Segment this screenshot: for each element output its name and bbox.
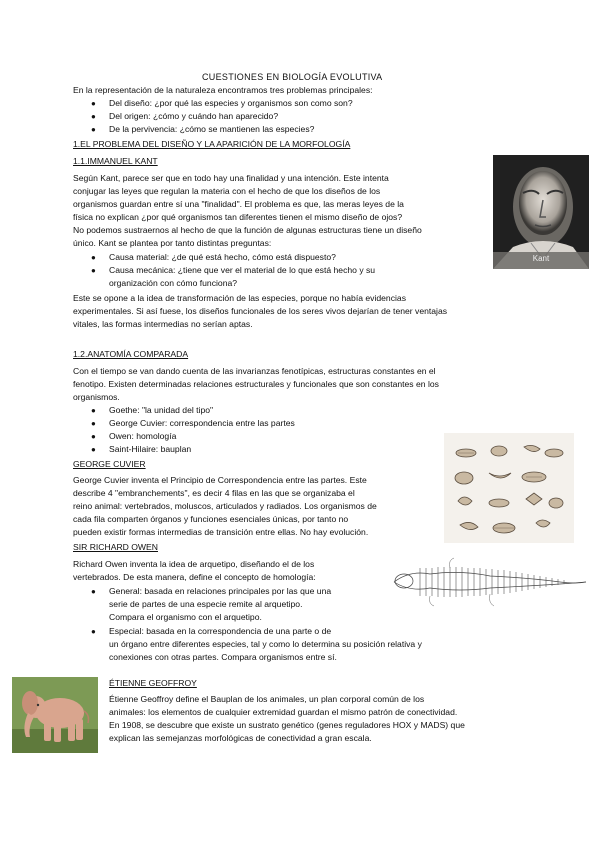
cuvier-line: describe 4 "embranchements", es decir 4 filas en las que se organizaba el [73, 488, 355, 498]
cuvier-line: reino animal: vertebrados, moluscos, articulados y radiados. Los organismos de [73, 501, 377, 511]
cuvier-animals-illustration [444, 433, 574, 543]
geoffroy-line: En 1908, se descubre que existe un sustrato genético (genes reguladores HOX y MADS) que [109, 720, 465, 730]
anatomy-line: fenotipo. Existen determinadas relaciones estructurales y funcionales que son constantes en los [73, 379, 439, 389]
bullet-dot: ● [91, 445, 96, 454]
anatomy-bullet: Saint-Hilaire: bauplan [109, 444, 192, 454]
anatomy-bullet: Goethe: "la unidad del tipo" [109, 405, 214, 415]
elephant-drawing [12, 677, 98, 753]
anatomy-bullet: Owen: homología [109, 431, 177, 441]
cuvier-heading: GEORGE CUVIER [73, 459, 146, 469]
section2-heading: 1.2.ANATOMÍA COMPARADA [73, 349, 189, 359]
intro-line: En la representación de la naturaleza encontramos tres problemas principales: [73, 85, 373, 95]
owen-line: vertebrados. De esta manera, define el concepto de homología: [73, 572, 316, 582]
archetype-skeleton-drawing [390, 556, 588, 608]
portrait-caption: Kant [532, 254, 550, 263]
kant-bullet: Causa material: ¿de qué está hecho, cómo está dispuesto? [109, 252, 336, 262]
bullet-dot: ● [91, 432, 96, 441]
bullet-dot: ● [91, 587, 96, 596]
kant-after: experimentales. Si así fuese, los diseños funcionales de los seres vivos dejarían de tener ventajas [73, 306, 448, 316]
bullet-dot: ● [91, 419, 96, 428]
bullet-dot: ● [91, 266, 96, 275]
kant-after: vitales, las formas intermedias no serían aptas. [73, 319, 253, 329]
intro-bullet: Del diseño: ¿por qué las especies y organismos son como son? [109, 98, 353, 108]
bullet-dot: ● [91, 125, 96, 134]
bullet-dot: ● [91, 99, 96, 108]
kant-line: organismos guardan entre sí una "finalidad". El problema es que, las meras leyes de la [73, 199, 404, 209]
owen-general: serie de partes de una especie remite al arquetipo. [109, 599, 303, 609]
geoffroy-heading: ÉTIENNE GEOFFROY [109, 678, 197, 688]
kant-line: conjugar las leyes que regulan la materia con el hecho de que los diseños de los [73, 186, 381, 196]
bullet-dot: ● [91, 253, 96, 262]
bullet-dot: ● [91, 627, 96, 636]
kant-bullet: Causa mecánica: ¿tiene que ver el material de lo que está hecho y su [109, 265, 376, 275]
elephant-photo [12, 677, 98, 753]
owen-heading: SIR RICHARD OWEN [73, 542, 158, 552]
owen-especial: un órgano entre diferentes especies, tal y como lo determina su posición relativa y [109, 639, 422, 649]
kant-line: No podemos sustraernos al hecho de que la función de algunas estructuras tiene un diseño [73, 225, 422, 235]
owen-especial: Especial: basada en la correspondencia de una parte o de [109, 626, 332, 636]
bullet-dot: ● [91, 406, 96, 415]
cuvier-line: George Cuvier inventa el Principio de Correspondencia entre las partes. Este [73, 475, 367, 485]
page-title: CUESTIONES EN BIOLOGÍA EVOLUTIVA [202, 72, 383, 82]
kant-line: física no explican ¿por qué organismos tan diferentes tienen el mismo diseño de ojos? [73, 212, 403, 222]
anatomy-line: organismos. [73, 392, 120, 402]
vertebrate-archetype-illustration [390, 556, 588, 608]
intro-bullet: De la pervivencia: ¿cómo se mantienen las especies? [109, 124, 315, 134]
owen-general: General: basada en relaciones principales por las que una [109, 586, 332, 596]
kant-after: Este se opone a la idea de transformación de las especies, porque no había evidencias [73, 293, 406, 303]
cuvier-animals-drawing [444, 433, 574, 543]
section1-heading: 1.EL PROBLEMA DEL DISEÑO Y LA APARICIÓN DE LA MORFOLOGÍA [73, 139, 351, 149]
owen-line: Richard Owen inventa la idea de arquetipo, diseñando el de los [73, 559, 315, 569]
intro-bullet: Del origen: ¿cómo y cuándo han aparecido? [109, 111, 279, 121]
geoffroy-line: animales: los elementos de cualquier extremidad guardan el mismo patrón de conectividad. [109, 707, 458, 717]
owen-general: Compara el organismo con el arquetipo. [109, 612, 262, 622]
kant-heading: 1.1.IMMANUEL KANT [73, 156, 158, 166]
kant-line: Según Kant, parece ser que en todo hay una finalidad y una intención. Este intenta [73, 173, 389, 183]
bullet-dot: ● [91, 112, 96, 121]
anatomy-line: Con el tiempo se van dando cuenta de las invarianzas fenotípicas, estructuras constantes en el [73, 366, 436, 376]
geoffroy-line: explican las semejanzas morfológicas de conectividad a gran escala. [109, 733, 372, 743]
kant-portrait [493, 155, 589, 269]
anatomy-bullet: George Cuvier: correspondencia entre las partes [109, 418, 295, 428]
cuvier-line: cada fila comparten órganos y funciones esenciales únicas, por tanto no [73, 514, 349, 524]
owen-especial: conexiones con otras partes. Compara organismos entre sí. [109, 652, 337, 662]
geoffroy-line: Étienne Geoffroy define el Bauplan de los animales, un plan corporal común de los [109, 694, 425, 704]
kant-line: único. Kant se plantea por tanto distintas preguntas: [73, 238, 272, 248]
cuvier-line: pueden existir formas intermedias de transición entre ellas. No hay evolución. [73, 527, 369, 537]
kant-bullet: organización con cómo funciona? [109, 278, 238, 288]
